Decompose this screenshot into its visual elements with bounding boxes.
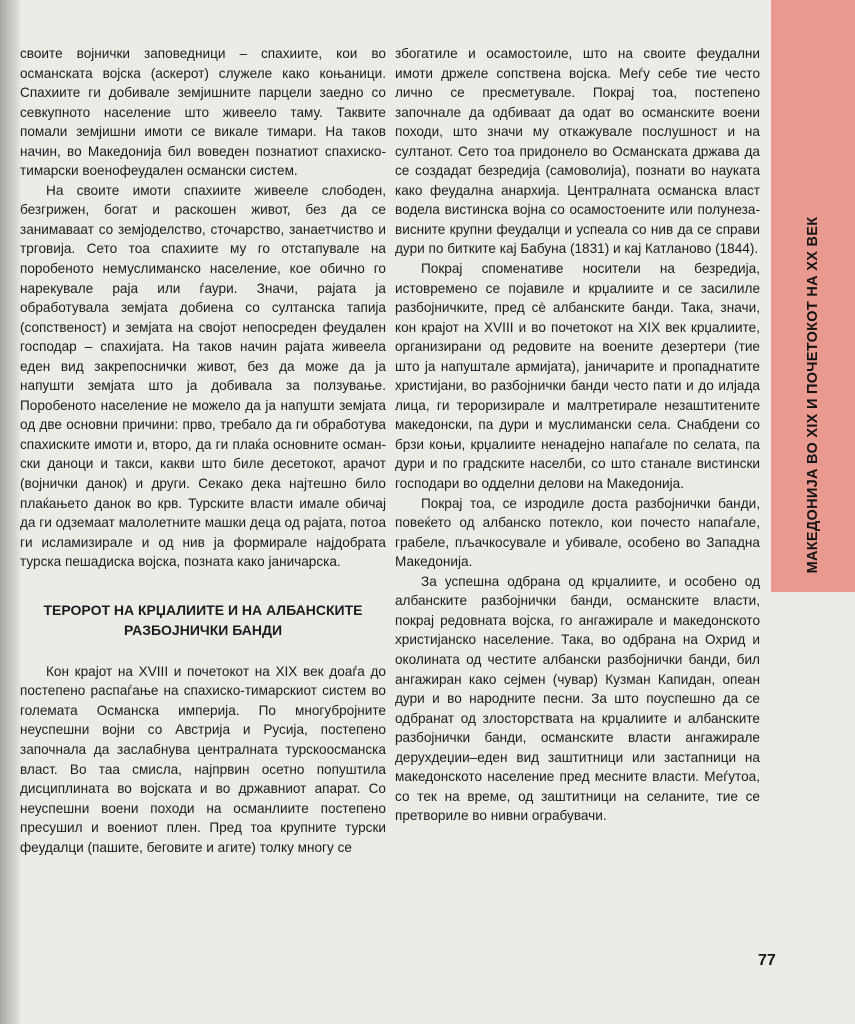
- paragraph: На своите имоти спахиите живееле слободен, безгрижен, богат и раскошен живот, без да се занимаваат со земјоделство, сточарство, занаетчиство и трговија. Сето тоа спахиите му го отстапувале на поробеното немуслиманско население, кое обично го нарекувале раја или ѓаури. Значи, рајата ја обработувала земјата добиена со султанска тапија (сопственост) и земјата на својот непосреден феудален господар – спахијата. На таков начин рајата живеела еден вид закрепоснички живот, без да може да ја напушти земјата што ја добивала за ползување. Поробеното население не можело да ја напушти земјата од две основни причини: прво, требало да ги обработува спахиските имоти и, второ, да ги плаќа основните османски даноци и такси, какви што биле десетокот, арачот (воjнички данок) и други. Секако дека најтешно било плаќањето данок во крв. Турските власти имале обичај да ги одземаат малолетните машки деца од рајата, потоа ги исламизирале и од нив ја формирале најдобрата турска пешадиска војска, позната како јаничарска.: [20, 182, 386, 570]
- paragraph: За успешна одбрана од крџалиите, и особено од албанските разбојнички банди, османските власти, покрај редовната војска, го ангажирале и македонското христијанско население. Така, во одбрана на Охрид и околината од честите албански разбојнички банди, бил ангажиран како сејмен (чувар) Кузман Капидан, опеан дури и во народните песни. За што поуспешно да се одбранат од злосторствата на крџалиите и албанските разбојнички банди, османските власти ангажирале дерухдеџии–еден вид заштитници или застапници на македонското население пред месните власти. Меѓутоа, со тек на време, од заштитници на селаните, тие се претвориле во нивни ограбувачи.: [395, 573, 760, 824]
- page-binding-shadow: [0, 0, 22, 1024]
- section-heading-line: ТЕРОРОТ НА КРЏАЛИИТЕ И НА АЛБАНСКИТЕ: [43, 601, 363, 618]
- left-text-column: [20, 44, 386, 857]
- paragraph: своите воjнички заповедници – спахиите, кои во османската војска (аскерот) служеле како коњаници. Спахиите ги добивале земјишните парцели заедно со севкупното население што живеело таму. Таквите помали земјишни имоти се викале тимари. На таков начин, во Македонија бил воведен познатиот спахиско-тимарски военофеудален османски систем.: [20, 46, 386, 179]
- paragraph: збогатиле и осамостоиле, што на своите феудални имоти држеле сопствена војска. Меѓу себе тие често лично се пресметувале. Покрај тоа, постепено започнале да одбиваат да одат во османските воени походи, што значи му откажувале послушност и на султанот. Сето тоа придонело во Османската држава да се создадат безредија (самоволија), познати во науката како феудална анархија. Централната османска власт водела вистинска војна со осамостоените или полунезависните крупни феудалци и успеала со нив да се справи дури по битките кај Бабуна (1831) и кај Катланово (1844).: [395, 46, 760, 257]
- chapter-title: МАКЕДОНИЈА ВО XIX И ПОЧЕТОКОТ НА XX ВЕК: [805, 216, 821, 574]
- section-heading: [20, 600, 386, 640]
- paragraph: Кон крајот на XVIII и почетокот на XIX век доаѓа до постепено распаѓање на спахиско-тимарскиот систем во големата Османска империја. По многубројните неуспешни војни со Австрија и Русија, постепено започнала да заслабнува централната турскоосманска власт. Во таа смисла, најпрвин осетно попуштила дисциплината во војската и во државниот апарат. Со неуспешни воени походи на османлиите постепено пресушил и воениот плен. Пред тоа крупните турски феудалци (пашите, беговите и агите) толку многу се: [20, 663, 386, 855]
- right-text-column: [395, 44, 760, 826]
- paragraph: Покрај споменативе носители на безредија, истовремено се појавиле и крџалиите и се засилиле разбојничките, пред сè албанските банди. Така, значи, кон крајот на XVIII и во почетокот на XIX век крџалиите, организирани од редовите на воените дезертери (тие што ја напуштале армијата), јаничарите и пропаднатите христијани, во разбојнички банди често пати и до илјада лица, ги тероризирале и малтретирале незаштитените македонски, па дури и муслимански села. Снабдени со брзи коњи, крџалиите ненадејно напаѓале по селата, па дури и по градските населби, со што станале вистински господари во одделни делови на Македонија.: [395, 261, 760, 492]
- page-number: 77: [758, 952, 776, 969]
- section-heading-line: РАЗБОЈНИЧКИ БАНДИ: [123, 621, 283, 638]
- paragraph: Покрај тоа, се изродиле доста разбојнички банди, повеќето од албанско потекло, кои почесто напаѓале, грабеле, пљачкосувале и убивале, особено во Западна Македонија.: [395, 495, 760, 570]
